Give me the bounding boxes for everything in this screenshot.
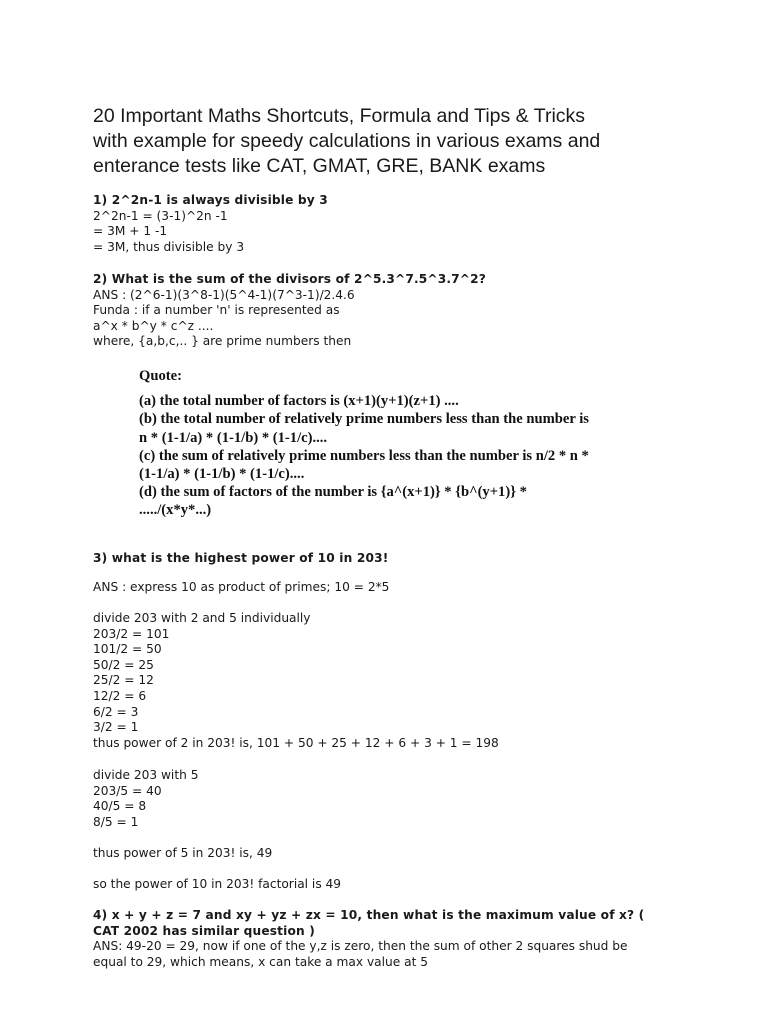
text-line: 8/5 = 1 xyxy=(93,814,139,829)
section-4-heading: 4) x + y + z = 7 and xy + yz + zx = 10, then what is the maximum value of x? ( xyxy=(93,908,645,922)
text-line: 101/2 = 50 xyxy=(93,642,162,657)
text-line: ANS : express 10 as product of primes; 10 = 2*5 xyxy=(93,580,390,594)
title-line: enterance tests like CAT, GMAT, GRE, BANK exams xyxy=(93,155,546,177)
quote-label: Quote: xyxy=(139,368,182,384)
title-line: 20 Important Maths Shortcuts, Formula and Tips & Tricks xyxy=(93,105,586,127)
text-line: 6/2 = 3 xyxy=(93,704,139,719)
section-3-answer xyxy=(93,580,753,596)
text-line: so the power of 10 in 203! factorial is 49 xyxy=(93,877,342,891)
quote-line: (a) the total number of factors is (x+1)(y+1)(z+1) .... xyxy=(139,393,459,410)
section-4-heading: CAT 2002 has similar question ) xyxy=(93,923,315,938)
text-line: 12/2 = 6 xyxy=(93,688,147,703)
text-line: 25/2 = 12 xyxy=(93,673,154,688)
section-3-divide-by-5 xyxy=(93,768,753,830)
text-line: 2^2n-1 = (3-1)^2n -1 xyxy=(93,208,228,223)
section-3-conclusion xyxy=(93,877,753,893)
section-3-heading: 3) what is the highest power of 10 in 203! xyxy=(93,551,389,565)
section-2-heading: 2) What is the sum of the divisors of 2^5.3^7.5^3.7^2? xyxy=(93,272,487,286)
section-2 xyxy=(93,272,753,350)
title-line: with example for speedy calculations in various exams and xyxy=(93,130,601,152)
section-3-power-5 xyxy=(93,846,753,862)
text-line: = 3M + 1 -1 xyxy=(93,224,168,239)
quote-line: (b) the total number of relatively prime numbers less than the number is xyxy=(139,411,589,428)
section-1-heading: 1) 2^2n-1 is always divisible by 3 xyxy=(93,193,328,207)
quote-line: (d) the sum of factors of the number is {a^(x+1)} * {b^(y+1)} * xyxy=(139,484,527,501)
text-line: equal to 29, which means, x can take a max value at 5 xyxy=(93,954,428,969)
quote-block xyxy=(139,367,639,520)
quote-line: (c) the sum of relatively prime numbers less than the number is n/2 * n * xyxy=(139,447,589,464)
text-line: a^x * b^y * c^z .... xyxy=(93,318,214,333)
quote-line: (1-1/a) * (1-1/b) * (1-1/c).... xyxy=(139,466,305,483)
text-line: divide 203 with 5 xyxy=(93,768,199,782)
document-title xyxy=(93,104,753,179)
text-line: thus power of 2 in 203! is, 101 + 50 + 25 + 12 + 6 + 3 + 1 = 198 xyxy=(93,735,499,750)
quote-line: n * (1-1/a) * (1-1/b) * (1-1/c).... xyxy=(139,429,328,446)
text-line: 3/2 = 1 xyxy=(93,720,139,735)
section-3-heading-block xyxy=(93,551,753,567)
text-line: 203/2 = 101 xyxy=(93,626,170,641)
text-line: divide 203 with 2 and 5 individually xyxy=(93,611,311,625)
text-line: ANS: 49-20 = 29, now if one of the y,z is zero, then the sum of other 2 squares shud be xyxy=(93,939,628,954)
text-line: Funda : if a number 'n' is represented as xyxy=(93,303,340,318)
section-4 xyxy=(93,908,753,970)
text-line: 50/2 = 25 xyxy=(93,657,154,672)
section-1 xyxy=(93,193,753,255)
text-line: 203/5 = 40 xyxy=(93,783,162,798)
quote-line: ...../(x*y*...) xyxy=(139,502,212,519)
text-line: 40/5 = 8 xyxy=(93,799,147,814)
text-line: = 3M, thus divisible by 3 xyxy=(93,239,245,254)
text-line: thus power of 5 in 203! is, 49 xyxy=(93,846,273,860)
section-3-divide-by-2 xyxy=(93,611,753,751)
text-line: ANS : (2^6-1)(3^8-1)(5^4-1)(7^3-1)/2.4.6 xyxy=(93,287,355,302)
text-line: where, {a,b,c,.. } are prime numbers then xyxy=(93,334,352,349)
